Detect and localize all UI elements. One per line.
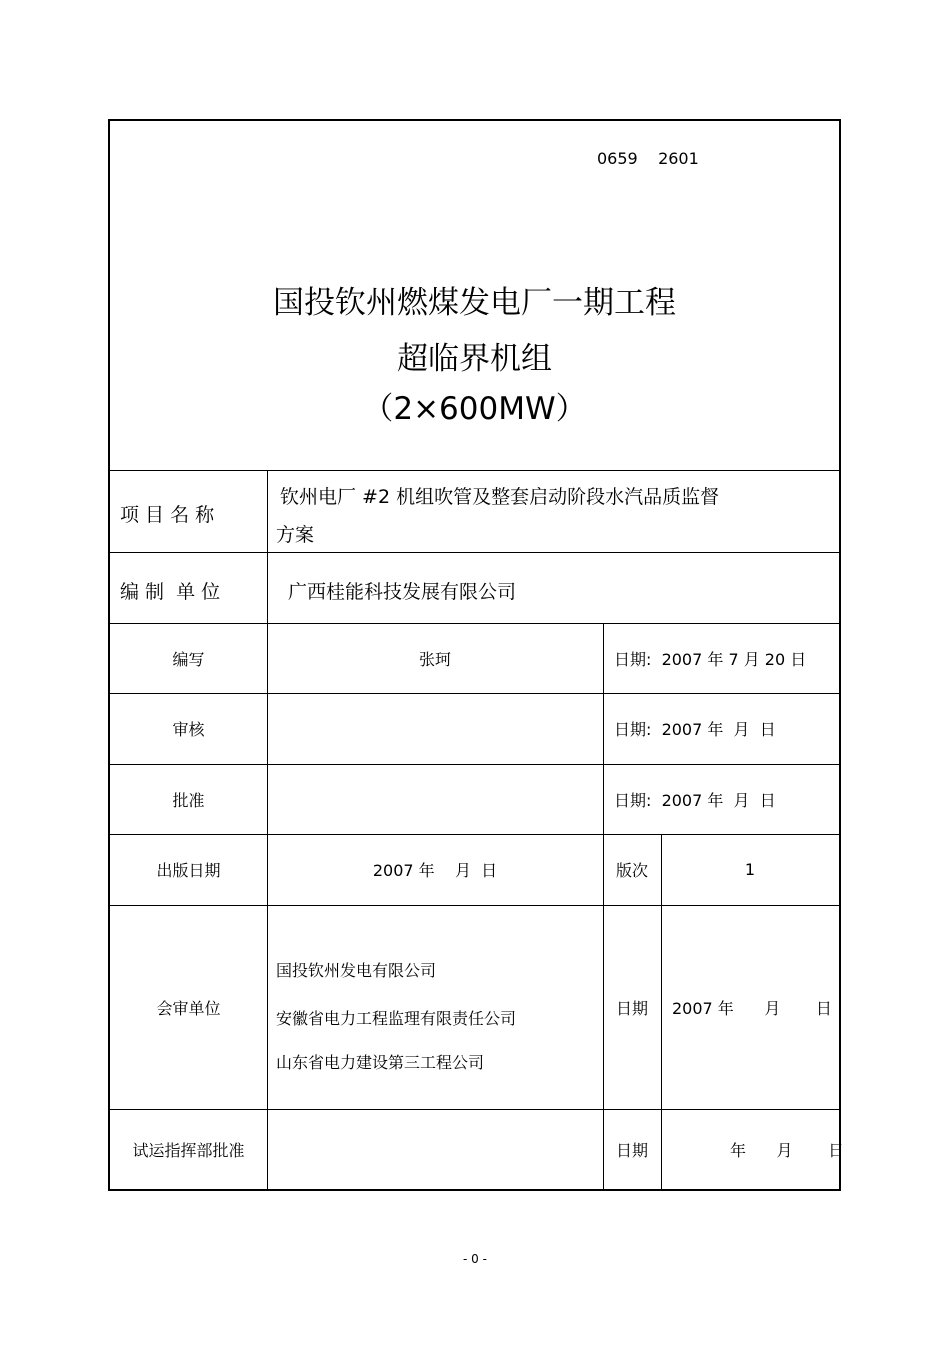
joint-review-label: 会审单位 bbox=[156, 998, 221, 1018]
review-date: 日期: 2007 年 月 日 bbox=[614, 720, 776, 739]
edition-label: 版次 bbox=[615, 861, 648, 880]
joint-review-unit-1: 国投钦州发电有限公司 bbox=[276, 961, 437, 980]
approve-person bbox=[267, 764, 603, 834]
project-name-label: 项 目 名 称 bbox=[120, 504, 215, 526]
document-form bbox=[108, 119, 845, 1191]
joint-review-date-label: 日期 bbox=[615, 998, 648, 1018]
publish-date-label: 出版日期 bbox=[156, 861, 221, 880]
commission-approval-label: 试运指挥部批准 bbox=[132, 1140, 245, 1160]
approve-label: 批准 bbox=[172, 790, 205, 810]
row-divider bbox=[110, 552, 839, 553]
joint-review-unit-3: 山东省电力建设第三工程公司 bbox=[276, 1053, 485, 1072]
title-line-2: 超临界机组 bbox=[397, 341, 552, 377]
document-code: 0659 2601 bbox=[597, 149, 699, 168]
commission-date-label: 日期 bbox=[615, 1140, 648, 1160]
project-name-value-line2: 方案 bbox=[276, 524, 315, 546]
publish-date-value: 2007 年 月 日 bbox=[372, 861, 498, 880]
title-line-3: （2×600MW） bbox=[362, 391, 587, 427]
joint-review-date: 2007 年 月 日 bbox=[672, 998, 832, 1018]
review-label: 审核 bbox=[172, 720, 205, 739]
write-label: 编写 bbox=[172, 649, 205, 669]
compiler-unit-label: 编 制 单 位 bbox=[120, 581, 221, 603]
title-line-1: 国投钦州燃煤发电厂一期工程 bbox=[273, 285, 676, 321]
compiler-unit-value: 广西桂能科技发展有限公司 bbox=[288, 581, 517, 603]
write-date: 日期: 2007 年 7 月 20 日 bbox=[614, 649, 807, 669]
commission-approval-person bbox=[267, 1109, 603, 1189]
row-divider bbox=[110, 470, 839, 471]
review-person bbox=[267, 693, 603, 764]
page-number: - 0 - bbox=[463, 1252, 487, 1266]
project-name-value-line1: 钦州电厂 #2 机组吹管及整套启动阶段水汽品质监督 bbox=[280, 486, 720, 508]
edition-value: 1 bbox=[744, 860, 756, 879]
approve-date: 日期: 2007 年 月 日 bbox=[614, 790, 776, 810]
joint-review-unit-2: 安徽省电力工程监理有限责任公司 bbox=[276, 1009, 517, 1028]
write-person: 张珂 bbox=[418, 649, 451, 669]
column-divider bbox=[661, 905, 662, 1189]
commission-date: 年 月 日 bbox=[730, 1140, 845, 1160]
